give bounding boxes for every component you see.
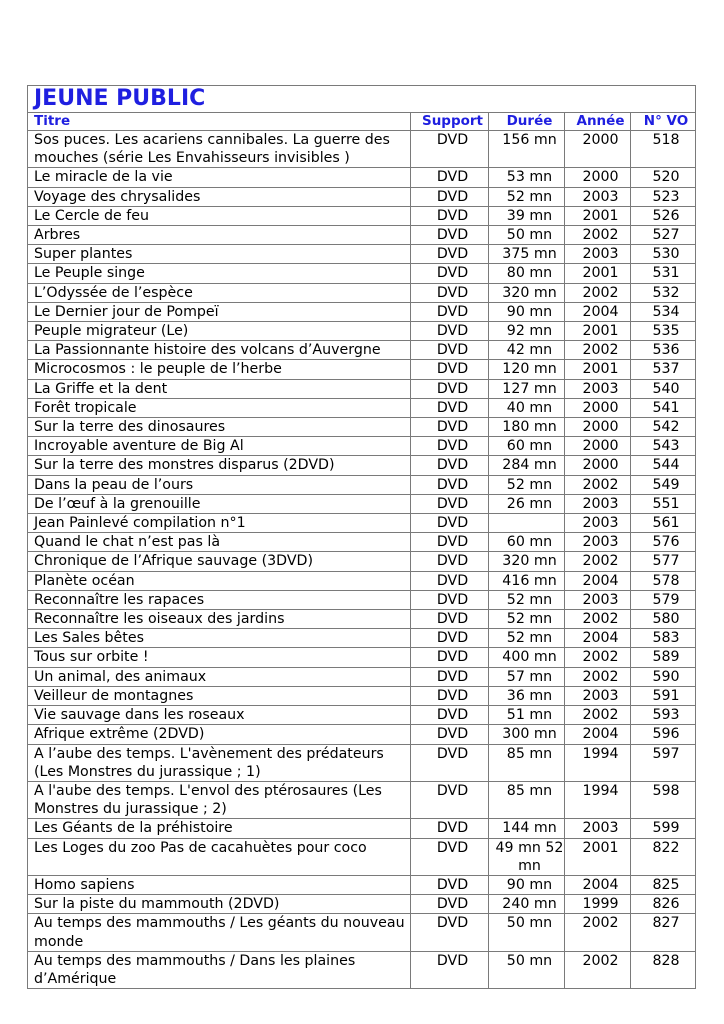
cell-no-vo: 825 [631, 875, 696, 894]
cell-support: DVD [411, 226, 489, 245]
cell-support: DVD [411, 302, 489, 321]
table-row [28, 914, 696, 951]
cell-annee: 2000 [565, 437, 631, 456]
cell-no-vo: 527 [631, 226, 696, 245]
cell-support: DVD [411, 951, 489, 988]
cell-titre: Homo sapiens [28, 875, 411, 894]
cell-annee: 2003 [565, 514, 631, 533]
cell-no-vo: 596 [631, 725, 696, 744]
cell-titre: Sur la piste du mammouth (2DVD) [28, 895, 411, 914]
cell-titre: Tous sur orbite ! [28, 648, 411, 667]
cell-no-vo: 827 [631, 914, 696, 951]
table-row [28, 552, 696, 571]
cell-support: DVD [411, 322, 489, 341]
cell-no-vo: 579 [631, 590, 696, 609]
cell-duree: 320 mn [489, 283, 565, 302]
header-annee: Année [565, 113, 631, 131]
cell-annee: 2002 [565, 475, 631, 494]
cell-support: DVD [411, 360, 489, 379]
cell-support: DVD [411, 245, 489, 264]
cell-support: DVD [411, 875, 489, 894]
cell-annee: 2002 [565, 914, 631, 951]
cell-annee: 2003 [565, 245, 631, 264]
table-row [28, 245, 696, 264]
cell-support: DVD [411, 744, 489, 781]
cell-no-vo: 826 [631, 895, 696, 914]
cell-support: DVD [411, 456, 489, 475]
cell-support: DVD [411, 571, 489, 590]
cell-titre: Forêt tropicale [28, 398, 411, 417]
table-row [28, 781, 696, 818]
cell-titre: De l’œuf à la grenouille [28, 494, 411, 513]
cell-annee: 2001 [565, 264, 631, 283]
cell-titre: Microcosmos : le peuple de l’herbe [28, 360, 411, 379]
table-row [28, 437, 696, 456]
table-row [28, 533, 696, 552]
cell-annee: 1994 [565, 781, 631, 818]
cell-annee: 2000 [565, 168, 631, 187]
cell-no-vo: 542 [631, 418, 696, 437]
cell-titre: Reconnaître les rapaces [28, 590, 411, 609]
cell-duree: 144 mn [489, 819, 565, 838]
table-row [28, 895, 696, 914]
cell-titre: Un animal, des animaux [28, 667, 411, 686]
cell-no-vo: 577 [631, 552, 696, 571]
cell-titre: Chronique de l’Afrique sauvage (3DVD) [28, 552, 411, 571]
cell-no-vo: 531 [631, 264, 696, 283]
table-row [28, 322, 696, 341]
cell-no-vo: 541 [631, 398, 696, 417]
cell-titre: Planète océan [28, 571, 411, 590]
cell-no-vo: 518 [631, 131, 696, 168]
cell-duree: 52 mn [489, 590, 565, 609]
cell-annee: 2004 [565, 629, 631, 648]
header-titre: Titre [28, 113, 411, 131]
cell-support: DVD [411, 398, 489, 417]
cell-annee: 2000 [565, 456, 631, 475]
cell-titre: Veilleur de montagnes [28, 686, 411, 705]
cell-duree: 52 mn [489, 610, 565, 629]
cell-annee: 2003 [565, 379, 631, 398]
cell-support: DVD [411, 819, 489, 838]
table-row [28, 725, 696, 744]
cell-titre: Le miracle de la vie [28, 168, 411, 187]
cell-no-vo: 580 [631, 610, 696, 629]
table-row [28, 744, 696, 781]
cell-titre: Les Loges du zoo Pas de cacahuètes pour coco [28, 838, 411, 875]
cell-annee: 2003 [565, 819, 631, 838]
cell-annee: 2002 [565, 706, 631, 725]
cell-no-vo: 597 [631, 744, 696, 781]
table-row [28, 629, 696, 648]
cell-titre: Le Dernier jour de Pompeï [28, 302, 411, 321]
cell-annee: 2001 [565, 206, 631, 225]
table-row [28, 494, 696, 513]
cell-no-vo: 520 [631, 168, 696, 187]
cell-duree: 90 mn [489, 302, 565, 321]
table-row [28, 706, 696, 725]
table-row [28, 838, 696, 875]
cell-titre: Le Peuple singe [28, 264, 411, 283]
cell-support: DVD [411, 706, 489, 725]
table-row [28, 475, 696, 494]
cell-no-vo: 534 [631, 302, 696, 321]
cell-annee: 2002 [565, 667, 631, 686]
table-row [28, 875, 696, 894]
cell-duree: 300 mn [489, 725, 565, 744]
cell-annee: 2002 [565, 341, 631, 360]
cell-duree: 42 mn [489, 341, 565, 360]
cell-duree: 375 mn [489, 245, 565, 264]
cell-duree: 127 mn [489, 379, 565, 398]
cell-annee: 2002 [565, 648, 631, 667]
cell-no-vo: 535 [631, 322, 696, 341]
cell-duree: 52 mn [489, 629, 565, 648]
cell-support: DVD [411, 781, 489, 818]
cell-no-vo: 583 [631, 629, 696, 648]
table-row [28, 264, 696, 283]
cell-support: DVD [411, 590, 489, 609]
table-row [28, 187, 696, 206]
cell-support: DVD [411, 667, 489, 686]
cell-support: DVD [411, 264, 489, 283]
cell-no-vo: 599 [631, 819, 696, 838]
cell-support: DVD [411, 187, 489, 206]
cell-annee: 2002 [565, 226, 631, 245]
header-duree: Durée [489, 113, 565, 131]
cell-titre: Sur la terre des monstres disparus (2DVD) [28, 456, 411, 475]
cell-annee: 2001 [565, 322, 631, 341]
cell-no-vo: 537 [631, 360, 696, 379]
cell-titre: Peuple migrateur (Le) [28, 322, 411, 341]
cell-support: DVD [411, 168, 489, 187]
cell-support: DVD [411, 610, 489, 629]
table-row [28, 379, 696, 398]
cell-support: DVD [411, 552, 489, 571]
table-row [28, 610, 696, 629]
cell-duree: 50 mn [489, 951, 565, 988]
cell-no-vo: 551 [631, 494, 696, 513]
cell-duree: 400 mn [489, 648, 565, 667]
cell-titre: Le Cercle de feu [28, 206, 411, 225]
cell-support: DVD [411, 283, 489, 302]
cell-no-vo: 532 [631, 283, 696, 302]
column-header-row [28, 113, 696, 131]
cell-annee: 2004 [565, 571, 631, 590]
cell-annee: 2002 [565, 610, 631, 629]
cell-duree: 90 mn [489, 875, 565, 894]
table-row [28, 283, 696, 302]
cell-duree: 240 mn [489, 895, 565, 914]
table-row [28, 819, 696, 838]
cell-duree: 26 mn [489, 494, 565, 513]
section-title-row [28, 86, 696, 113]
cell-no-vo: 576 [631, 533, 696, 552]
cell-no-vo: 591 [631, 686, 696, 705]
table-row [28, 398, 696, 417]
header-no-vo: N° VO [631, 113, 696, 131]
cell-annee: 2004 [565, 725, 631, 744]
cell-no-vo: 540 [631, 379, 696, 398]
table-row [28, 168, 696, 187]
cell-no-vo: 593 [631, 706, 696, 725]
table-body [28, 131, 696, 989]
cell-no-vo: 578 [631, 571, 696, 590]
table-row [28, 667, 696, 686]
cell-annee: 2000 [565, 418, 631, 437]
cell-titre: Au temps des mammouths / Les géants du nouveau monde [28, 914, 411, 951]
cell-support: DVD [411, 629, 489, 648]
cell-titre: A l’aube des temps. L'avènement des prédateurs (Les Monstres du jurassique ; 1) [28, 744, 411, 781]
cell-titre: La Griffe et la dent [28, 379, 411, 398]
cell-annee: 2003 [565, 494, 631, 513]
cell-titre: A l'aube des temps. L'envol des ptérosaures (Les Monstres du jurassique ; 2) [28, 781, 411, 818]
cell-duree: 284 mn [489, 456, 565, 475]
cell-support: DVD [411, 725, 489, 744]
table-row [28, 418, 696, 437]
table-row [28, 226, 696, 245]
cell-annee: 2002 [565, 552, 631, 571]
table-row [28, 302, 696, 321]
cell-annee: 2004 [565, 302, 631, 321]
cell-titre: L’Odyssée de l’espèce [28, 283, 411, 302]
cell-duree: 36 mn [489, 686, 565, 705]
cell-titre: Sur la terre des dinosaures [28, 418, 411, 437]
cell-titre: Afrique extrême (2DVD) [28, 725, 411, 744]
cell-duree: 60 mn [489, 437, 565, 456]
cell-support: DVD [411, 131, 489, 168]
cell-titre: Les Sales bêtes [28, 629, 411, 648]
cell-support: DVD [411, 914, 489, 951]
cell-duree: 57 mn [489, 667, 565, 686]
cell-duree: 156 mn [489, 131, 565, 168]
cell-support: DVD [411, 494, 489, 513]
cell-no-vo: 598 [631, 781, 696, 818]
cell-titre: Incroyable aventure de Big Al [28, 437, 411, 456]
cell-no-vo: 590 [631, 667, 696, 686]
cell-no-vo: 561 [631, 514, 696, 533]
cell-annee: 2001 [565, 838, 631, 875]
cell-duree: 50 mn [489, 226, 565, 245]
cell-annee: 2002 [565, 951, 631, 988]
cell-duree: 52 mn [489, 187, 565, 206]
cell-annee: 2003 [565, 187, 631, 206]
cell-no-vo: 544 [631, 456, 696, 475]
cell-titre: Sos puces. Les acariens cannibales. La guerre des mouches (série Les Envahisseurs invisibles ) [28, 131, 411, 168]
section-title: JEUNE PUBLIC [28, 86, 696, 113]
table-row [28, 571, 696, 590]
cell-duree: 320 mn [489, 552, 565, 571]
cell-annee: 2001 [565, 360, 631, 379]
cell-duree: 53 mn [489, 168, 565, 187]
cell-duree: 92 mn [489, 322, 565, 341]
cell-duree: 40 mn [489, 398, 565, 417]
cell-duree: 50 mn [489, 914, 565, 951]
cell-duree: 85 mn [489, 744, 565, 781]
table-row [28, 514, 696, 533]
cell-annee: 2002 [565, 283, 631, 302]
catalog-table [27, 85, 696, 989]
header-support: Support [411, 113, 489, 131]
cell-duree: 39 mn [489, 206, 565, 225]
cell-no-vo: 526 [631, 206, 696, 225]
cell-no-vo: 530 [631, 245, 696, 264]
cell-titre: Super plantes [28, 245, 411, 264]
cell-titre: Reconnaître les oiseaux des jardins [28, 610, 411, 629]
cell-duree: 51 mn [489, 706, 565, 725]
cell-duree: 60 mn [489, 533, 565, 552]
cell-annee: 1999 [565, 895, 631, 914]
cell-titre: Vie sauvage dans les roseaux [28, 706, 411, 725]
cell-support: DVD [411, 379, 489, 398]
cell-support: DVD [411, 533, 489, 552]
cell-support: DVD [411, 686, 489, 705]
cell-titre: Jean Painlevé compilation n°1 [28, 514, 411, 533]
cell-support: DVD [411, 206, 489, 225]
cell-no-vo: 828 [631, 951, 696, 988]
cell-titre: Au temps des mammouths / Dans les plaines d’Amérique [28, 951, 411, 988]
cell-support: DVD [411, 341, 489, 360]
cell-titre: Les Géants de la préhistoire [28, 819, 411, 838]
cell-titre: Voyage des chrysalides [28, 187, 411, 206]
cell-support: DVD [411, 437, 489, 456]
cell-no-vo: 822 [631, 838, 696, 875]
table-row [28, 456, 696, 475]
cell-duree: 49 mn 52 mn [489, 838, 565, 875]
cell-no-vo: 543 [631, 437, 696, 456]
cell-duree: 85 mn [489, 781, 565, 818]
cell-support: DVD [411, 475, 489, 494]
cell-titre: Arbres [28, 226, 411, 245]
cell-support: DVD [411, 648, 489, 667]
table-row [28, 206, 696, 225]
cell-duree: 180 mn [489, 418, 565, 437]
cell-support: DVD [411, 514, 489, 533]
table-row [28, 590, 696, 609]
table-row [28, 131, 696, 168]
cell-annee: 1994 [565, 744, 631, 781]
cell-no-vo: 549 [631, 475, 696, 494]
cell-annee: 2000 [565, 398, 631, 417]
cell-support: DVD [411, 895, 489, 914]
cell-support: DVD [411, 838, 489, 875]
table-row [28, 686, 696, 705]
table-row [28, 648, 696, 667]
table-row [28, 341, 696, 360]
cell-titre: Dans la peau de l’ours [28, 475, 411, 494]
cell-duree: 120 mn [489, 360, 565, 379]
cell-duree: 416 mn [489, 571, 565, 590]
cell-no-vo: 589 [631, 648, 696, 667]
cell-annee: 2003 [565, 686, 631, 705]
cell-annee: 2003 [565, 533, 631, 552]
cell-annee: 2003 [565, 590, 631, 609]
cell-support: DVD [411, 418, 489, 437]
cell-annee: 2004 [565, 875, 631, 894]
cell-no-vo: 523 [631, 187, 696, 206]
table-row [28, 360, 696, 379]
cell-titre: Quand le chat n’est pas là [28, 533, 411, 552]
cell-duree: 52 mn [489, 475, 565, 494]
cell-duree [489, 514, 565, 533]
cell-no-vo: 536 [631, 341, 696, 360]
table-row [28, 951, 696, 988]
cell-duree: 80 mn [489, 264, 565, 283]
cell-titre: La Passionnante histoire des volcans d’Auvergne [28, 341, 411, 360]
cell-annee: 2000 [565, 131, 631, 168]
